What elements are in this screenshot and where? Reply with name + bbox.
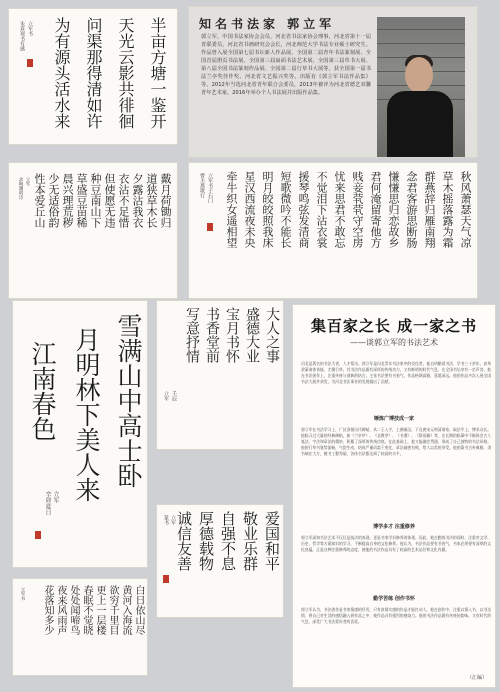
work5-inscription: 立军 — [163, 391, 169, 401]
work2-column: 道狭草木长 — [145, 173, 158, 228]
work3-column: 草木摇落露为霜 — [441, 171, 454, 248]
work1-inscription: 立军书 — [27, 21, 33, 36]
profile-bio: 郭立军，中国书法家协会会员，河北省书法家协会理事，河北省第十一届青联委员，河北省书画研究会会长，河北师范大学书法专业硕士研究生。作品曾入展全国第七届书坛新人作品展、全国第二届青年书法篆刻展、全国首届册页书法展、全国第三届扇面书法艺术展、全国第三届草书大展、第八届全国书法篆刻作品展、全国第二届行草书大展等，获全国第一届书法兰亭奖佳作奖、河北省文艺振兴奖等。出版有《郭立军书法作品集》等。2012年当选河北省青年联合会委员，2013年被评为河北省德艺双馨青年艺术家，2016年举办个人书法展并出版作品集。 — [201, 34, 371, 97]
work7-column: 花落知多少 — [42, 585, 53, 635]
work3-column: 慊慊思归恋故乡 — [387, 171, 400, 248]
work1-inscription: 朱熹观书有感 — [19, 21, 25, 51]
calligraphy-work-3 — [188, 162, 478, 299]
article-panel — [292, 304, 496, 688]
calligraphy-work-2 — [8, 162, 178, 299]
work3-inscription: 立军书于石门 — [207, 173, 213, 203]
work3-column: 短歌微吟不能长 — [279, 171, 292, 248]
work3-column: 不觉泪下沾衣裳 — [315, 171, 328, 248]
work3-column: 忧来思君不敢忘 — [333, 171, 346, 248]
article-body-2: 郭立军深知书法艺术不仅仅是技法的表现，更是书家学识修养的体现。因此，他在勤练书法的同时，注重对文学、历史、哲学等方面知识的学习，不断提高自身的文化修养。他认为，书法作品要有书卷气，书家必须要有深厚的文化底蕴。正是这种注重修养的态度，使他的书法作品具有了较高的艺术品位和文化内涵。 — [301, 535, 491, 553]
work5-column: 盛德大业 — [244, 307, 260, 363]
artist-profile-card — [188, 6, 478, 158]
work3-column: 君何淹留寄他方 — [369, 171, 382, 248]
work1-column: 天光云影共徘徊 — [116, 17, 135, 129]
work7-column: 欲穷千里目 — [107, 585, 118, 635]
work2-column: 草盛豆苗稀 — [75, 173, 88, 228]
seal-stamp — [163, 575, 169, 583]
work2-column: 晨兴理荒秽 — [61, 173, 74, 228]
article-intro: 河北是著名的书法大省，人才辈出。郭立军是河北青年书法家中的佼佼者。他自幼酷爱书法，学书三十余年，真草隶篆诸体皆能，尤擅行草。其书法作品既有深厚的传统功力，又有鲜明的时代气息，在全国书坛享有一定声誉。他在书法创作上，注重传统与创新的结合，主张书法要有书卷气，作品格调高雅，意境深远。他的作品多次入展全国书法大展并获奖，为河北书法事业的发展做出了贡献。 — [301, 361, 491, 385]
article-body-1: 郭立军在书法学习上，广泛涉猎历代碑帖，从二王入手，上溯秦汉，下及唐宋元明清诸家，取法乎上，博采众长。他临习过大量的经典碑帖，如《兰亭序》、《圣教序》、《书谱》、《祭侄稿》等，在长期的临摹中不断体会古人笔法、字法和章法的精妙，积累了深厚的传统功底。在此基础上，他又能融会贯通，形成了自己独特的书法风格。他的行草书笔势流畅，气韵生动，结体严谨而富于变化，章法疏密有致，给人以美的享受。他的篆书古朴典雅，隶书端庄大方，楷书工整秀丽，各体书法都达到了较高的水平。 — [301, 427, 491, 457]
work7-column: 夜来风雨声 — [55, 585, 66, 635]
work3-column: 牵牛织女遥相望 — [225, 171, 238, 248]
calligraphy-work-4 — [12, 300, 148, 568]
article-subtitle: ——谈郭立军的书法艺术 — [350, 338, 438, 347]
work6-column: 爱国和平 — [263, 511, 281, 571]
work3-inscription: 曹丕燕歌行 — [199, 173, 205, 198]
work6-column: 自强不息 — [219, 511, 237, 571]
calligraphy-work-7 — [12, 578, 148, 676]
article-title: 集百家之长 成一家之书 — [310, 317, 478, 335]
work3-column: 念君客游思断肠 — [405, 171, 418, 248]
work7-inscription: 立军书 — [20, 587, 25, 601]
work2-column: 衣沾不足惜 — [117, 173, 130, 228]
work1-column: 为有源头活水来 — [52, 17, 71, 129]
work2-inscription: 录陶渊明诗 — [18, 177, 23, 200]
work5-column: 书香堂前 — [204, 307, 220, 363]
work3-column: 明月皎皎照我床 — [261, 171, 274, 248]
work1-column: 问渠那得清如许 — [84, 17, 103, 129]
artist-photo — [377, 17, 465, 157]
work6-column: 厚德载物 — [197, 511, 215, 571]
section-heading: 勤学苦练 创作书怀 — [373, 596, 415, 602]
seal-stamp — [207, 223, 213, 231]
work4-column: 江南春色 — [28, 341, 57, 441]
section-heading: 锤炼广博技成一家 — [373, 416, 414, 422]
work2-column: 夕露沾我衣 — [131, 173, 144, 228]
work2-column: 但使愿无违 — [103, 173, 116, 228]
work5-inscription: 壬辰 — [171, 391, 177, 401]
calligraphy-work-1 — [8, 8, 178, 145]
work6-column: 敬业乐群 — [241, 511, 259, 571]
work7-column: 处处闻啼鸟 — [68, 585, 79, 635]
work3-column: 秋风萧瑟天气凉 — [459, 171, 472, 248]
work7-column: 春眠不觉晓 — [81, 585, 92, 635]
seal-stamp — [27, 59, 33, 67]
calligraphy-work-6 — [156, 504, 284, 618]
work6-column: 诚信友善 — [175, 511, 193, 571]
work5-column: 大人之事 — [264, 307, 280, 363]
work2-column: 戴月荷锄归 — [159, 173, 172, 228]
work6-inscription: 立军 — [170, 515, 176, 525]
work4-column: 雪满山中高士卧 — [114, 313, 143, 488]
work2-column: 少无适俗韵 — [47, 173, 60, 228]
work4-column: 月明林下美人来 — [72, 327, 101, 502]
article-end-mark: （汇编） — [466, 675, 487, 681]
work7-column: 更上一层楼 — [94, 585, 105, 635]
article-body-3: 郭立军认为，书法创作是书家情感的抒发，只有真情实感的作品才能打动人。他在创作中，注重以情入书，以书达情，将自己对生活的感悟融入到作品之中，使作品具有强烈的感染力。他的书法作品既有传统的韵味，又有时代的气息，深受广大书法爱好者的喜爱。 — [301, 607, 491, 625]
work1-column: 半亩方塘一鉴开 — [148, 17, 167, 129]
work2-inscription: 立军 — [25, 177, 30, 186]
work2-column: 性本爱丘山 — [33, 173, 46, 228]
work3-column: 群燕辞归雁南翔 — [423, 171, 436, 248]
work6-inscription: 篆书 — [163, 515, 169, 525]
work3-column: 援琴鸣弦发清商 — [297, 171, 310, 248]
work3-column: 贱妾茕茕守空房 — [351, 171, 364, 248]
seal-stamp — [35, 531, 41, 539]
work4-inscription: 立军 — [52, 491, 59, 503]
work2-column: 种豆南山下 — [89, 173, 102, 228]
calligraphy-work-5 — [156, 300, 284, 450]
work7-column: 黄河入海流 — [120, 585, 131, 635]
section-heading: 博学多才 注重修养 — [373, 524, 415, 530]
work4-inscription: 辛卯夏日 — [44, 491, 51, 515]
profile-title: 知名书法家 郭立军 — [199, 17, 336, 31]
work5-column: 写意抒情 — [184, 307, 200, 363]
work7-column: 白日依山尽 — [133, 585, 144, 635]
work3-column: 星汉西流夜未央 — [243, 171, 256, 248]
work5-column: 宝月书怀 — [224, 307, 240, 363]
